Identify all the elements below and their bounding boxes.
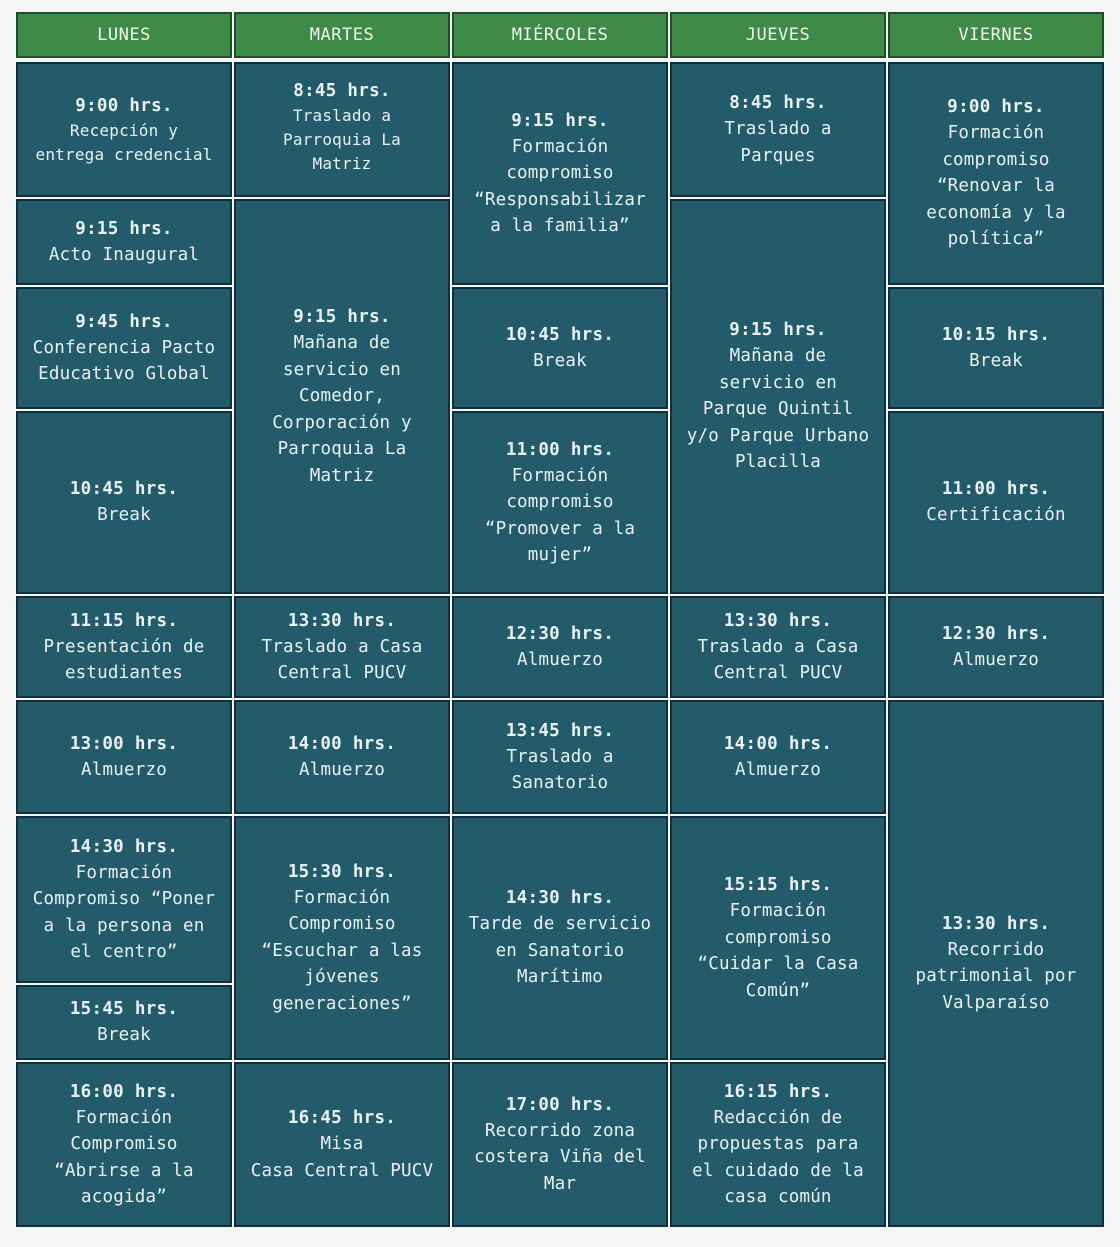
event-cell-martes-0915: [234, 199, 450, 594]
event-cell-jueves-0845: [670, 62, 886, 197]
event-time: 9:15 hrs.: [293, 307, 391, 327]
header-jueves: JUEVES: [670, 12, 886, 58]
event-cell-martes-1530: [234, 816, 450, 1060]
event-description: Tarde de servicio en Sanatorio Marítimo: [468, 914, 652, 988]
event-description: Recorrido zona costera Viña del Mar: [474, 1120, 646, 1194]
event-time: 9:45 hrs.: [75, 311, 173, 332]
event-time: 12:30 hrs.: [941, 623, 1051, 644]
event-description: Traslado a Parroquia La Matriz: [283, 106, 401, 173]
event-cell-lunes-1300: [16, 700, 232, 814]
event-description: Traslado a Casa Central PUCV: [697, 636, 859, 683]
event-cell-lunes-0915: [16, 199, 232, 285]
event-description: Misa Casa Central PUCV: [250, 1134, 434, 1181]
event-time: 9:15 hrs.: [511, 110, 609, 131]
event-description: Traslado a Parques: [724, 119, 832, 166]
event-description: Conferencia Pacto Educativo Global: [32, 337, 216, 384]
header-lunes: LUNES: [16, 12, 232, 58]
event-description: Almuerzo: [517, 649, 603, 670]
event-cell-jueves-0915: [670, 199, 886, 594]
event-cell-miercoles-1345: [452, 700, 668, 814]
event-time: 10:15 hrs.: [941, 324, 1051, 345]
event-description: Break: [533, 350, 587, 371]
event-time: 10:45 hrs.: [69, 479, 179, 500]
event-description: Formación compromiso “Promover a la mujer”: [484, 465, 636, 565]
event-description: Formación compromiso “Responsabilizar a la familia”: [474, 136, 646, 236]
event-description: Traslado a Sanatorio: [506, 746, 614, 793]
event-description: Almuerzo: [81, 759, 167, 780]
event-description: Acto Inaugural: [48, 244, 200, 265]
event-cell-jueves-1515: [670, 816, 886, 1060]
event-time: 15:45 hrs.: [69, 999, 179, 1020]
event-time: 8:45 hrs.: [729, 93, 827, 113]
event-time: 13:30 hrs.: [723, 610, 833, 631]
event-description: Almuerzo: [735, 759, 821, 780]
event-cell-miercoles-1430: [452, 816, 668, 1060]
header-miercoles: MIÉRCOLES: [452, 12, 668, 58]
event-time: 13:30 hrs.: [287, 610, 397, 631]
event-cell-lunes-1115: [16, 596, 232, 698]
event-cell-miercoles-1700: [452, 1062, 668, 1227]
event-description: Almuerzo: [299, 759, 385, 780]
event-time: 9:00 hrs.: [947, 97, 1045, 118]
event-description: Formación Compromiso “Abrirse a la acogida”: [54, 1107, 194, 1207]
event-time: 14:00 hrs.: [723, 733, 833, 754]
event-cell-martes-1330: [234, 596, 450, 698]
event-cell-miercoles-1100: [452, 411, 668, 594]
event-description: Mañana de servicio en Comedor, Corporación y Parroquia La Matriz: [272, 333, 412, 486]
event-time: 13:30 hrs.: [941, 913, 1051, 934]
event-description: Break: [97, 1025, 151, 1046]
event-time: 16:15 hrs.: [723, 1081, 833, 1102]
event-description: Formación Compromiso “Escuchar a las jóvenes generaciones”: [261, 887, 423, 1014]
event-cell-viernes-1330: [888, 700, 1104, 1227]
event-time: 11:00 hrs.: [505, 439, 615, 460]
event-cell-viernes-1015: [888, 287, 1104, 409]
event-time: 11:15 hrs.: [69, 610, 179, 631]
event-description: Presentación de estudiantes: [43, 636, 205, 683]
event-cell-miercoles-1230: [452, 596, 668, 698]
event-description: Redacción de propuestas para el cuidado de la casa común: [692, 1107, 864, 1207]
event-time: 13:45 hrs.: [505, 720, 615, 741]
event-cell-lunes-1600: [16, 1062, 232, 1227]
event-time: 9:15 hrs.: [75, 218, 173, 239]
event-description: Break: [969, 350, 1023, 371]
event-time: 16:00 hrs.: [69, 1081, 179, 1102]
event-description: Formación compromiso “Cuidar la Casa Común”: [697, 901, 859, 1001]
event-time: 17:00 hrs.: [505, 1094, 615, 1115]
event-time: 14:00 hrs.: [287, 733, 397, 754]
event-time: 15:30 hrs.: [287, 861, 397, 882]
header-viernes: VIERNES: [888, 12, 1104, 58]
event-cell-jueves-1330: [670, 596, 886, 698]
event-time: 9:00 hrs.: [75, 95, 173, 116]
event-cell-martes-1645: [234, 1062, 450, 1227]
event-cell-lunes-1045: [16, 411, 232, 594]
event-cell-viernes-1100: [888, 411, 1104, 594]
event-time: 14:30 hrs.: [69, 836, 179, 857]
event-time: 14:30 hrs.: [505, 888, 615, 909]
event-time: 9:15 hrs.: [729, 320, 827, 341]
event-cell-lunes-0945: [16, 287, 232, 409]
event-description: Recorrido patrimonial por Valparaíso: [915, 939, 1077, 1013]
event-cell-viernes-0900: [888, 62, 1104, 285]
event-description: Traslado a Casa Central PUCV: [261, 636, 423, 683]
event-cell-lunes-0900: [16, 62, 232, 197]
event-description: Recepción y entrega credencial: [35, 120, 213, 164]
event-cell-lunes-1430: [16, 816, 232, 983]
event-cell-lunes-1545: [16, 985, 232, 1060]
event-cell-viernes-1230: [888, 596, 1104, 698]
event-description: Break: [97, 505, 151, 526]
event-cell-miercoles-1045: [452, 287, 668, 409]
event-description: Certificación: [926, 505, 1066, 526]
event-description: Formación compromiso “Renovar la economía y la política”: [926, 123, 1066, 250]
event-time: 8:45 hrs.: [293, 81, 391, 101]
event-cell-jueves-1615: [670, 1062, 886, 1227]
event-time: 12:30 hrs.: [505, 623, 615, 644]
event-time: 11:00 hrs.: [941, 479, 1051, 500]
event-cell-miercoles-0915: [452, 62, 668, 285]
event-time: 15:15 hrs.: [723, 875, 833, 895]
event-description: Mañana de servicio en Parque Quintil y/o Parque Urbano Placilla: [686, 346, 870, 473]
event-time: 16:45 hrs.: [287, 1108, 397, 1128]
event-description: Formación Compromiso “Poner a la persona en el centro”: [32, 862, 216, 962]
header-martes: MARTES: [234, 12, 450, 58]
event-time: 13:00 hrs.: [69, 733, 179, 754]
event-cell-martes-0845: [234, 62, 450, 197]
event-time: 10:45 hrs.: [505, 324, 615, 345]
event-cell-jueves-1400: [670, 700, 886, 814]
event-description: Almuerzo: [953, 649, 1039, 670]
event-cell-martes-1400: [234, 700, 450, 814]
